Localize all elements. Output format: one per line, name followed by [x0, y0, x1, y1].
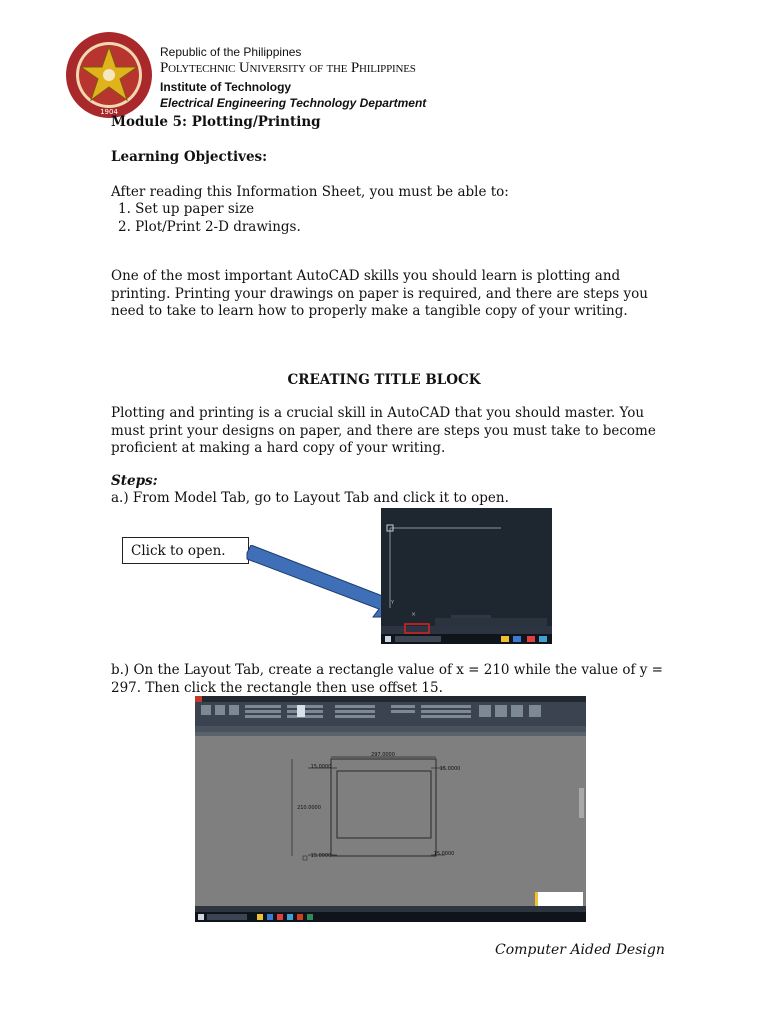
- dim-tl-label: 15.0000: [310, 764, 332, 770]
- dim-tr-label: 15.0000: [439, 766, 461, 772]
- dim-top-label: 297.0000: [371, 752, 395, 758]
- objectives-heading: Learning Objectives:: [111, 149, 268, 165]
- header-institute: Institute of Technology: [160, 80, 292, 94]
- dim-bl-label: 15.0000: [310, 853, 332, 859]
- seal-year: 1904: [100, 108, 118, 116]
- module-title: Module 5: Plotting/Printing: [111, 114, 321, 130]
- step-a-text: a.) From Model Tab, go to Layout Tab and click it to open.: [111, 490, 509, 506]
- autocad-drawing-image: [195, 696, 586, 922]
- step-b-text: b.) On the Layout Tab, create a rectangle value of x = 210 while the value of y = 297. Then click the rectangle then use offset 15.: [111, 662, 663, 696]
- autocad-layout-screenshot: [381, 508, 552, 644]
- svg-text:×: ×: [411, 611, 417, 618]
- dim-left-label: 210.0000: [297, 805, 321, 811]
- footer-course-name: Computer Aided Design: [495, 942, 665, 958]
- pup-seal-logo: [64, 30, 154, 120]
- list-item: 2. Plot/Print 2-D drawings.: [118, 218, 301, 235]
- intro-paragraph: One of the most important AutoCAD skills you should learn is plotting and printing. Printing your drawings on paper is required, and there are steps you need to take to learn how to properly make a tangible copy of your writing.: [111, 268, 648, 319]
- section-title: CREATING TITLE BLOCK: [287, 372, 481, 388]
- header-university: Polytechnic University of the Philippines: [160, 60, 416, 76]
- objectives-list: [118, 201, 301, 236]
- svg-text:Y: Y: [391, 600, 395, 606]
- objectives-intro: After reading this Information Sheet, you must be able to:: [111, 184, 509, 200]
- header-department: Electrical Engineering Technology Department: [160, 96, 427, 110]
- dim-br-label: 15.0000: [433, 851, 455, 857]
- section-paragraph: Plotting and printing is a crucial skill in AutoCAD that you should master. You must print your designs on paper, and there are steps you must take to become proficient at making a hard copy of your writing.: [111, 405, 656, 456]
- autocad-layout-image: [381, 508, 552, 644]
- steps-heading: Steps:: [111, 473, 158, 489]
- header-republic: Republic of the Philippines: [160, 45, 302, 59]
- autocad-drawing-screenshot: [195, 696, 586, 922]
- callout-box: Click to open.: [122, 537, 249, 564]
- list-item: 1. Set up paper size: [118, 201, 255, 217]
